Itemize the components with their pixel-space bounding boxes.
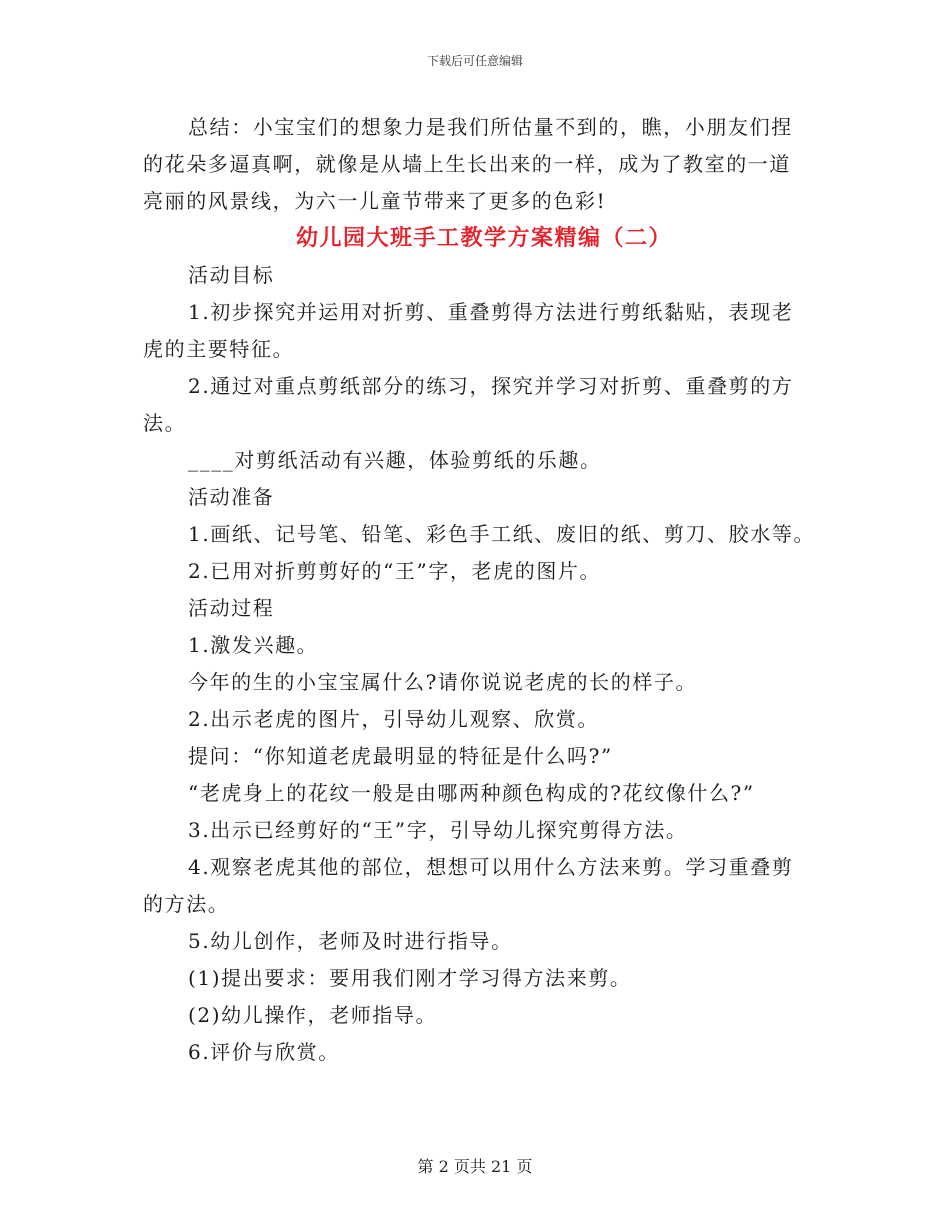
step-3: 3.出示已经剪好的“王”字，引导幼儿探究剪得方法。 <box>188 818 688 842</box>
goal-1-line-2: 虎的主要特征。 <box>143 337 295 361</box>
question-2: “老虎身上的花纹一般是由哪两种颜色构成的?花纹像什么?” <box>188 781 755 805</box>
step-1: 1.激发兴趣。 <box>188 633 319 657</box>
step-5-sub-2: (2)幼儿操作，老师指导。 <box>188 1003 438 1027</box>
process-heading: 活动过程 <box>188 596 275 620</box>
document-content <box>143 109 816 1071</box>
prep-heading: 活动准备 <box>188 485 275 509</box>
step-2: 2.出示老虎的图片，引导幼儿观察、欣赏。 <box>188 707 600 731</box>
summary-line-3: 亮丽的风景线，为六一儿童节带来了更多的色彩! <box>143 189 607 213</box>
goal-2-line-1: 2.通过对重点剪纸部分的练习，探究并学习对折剪、重叠剪的方 <box>188 374 794 398</box>
goals-heading: 活动目标 <box>188 263 275 287</box>
goal-1-line-1: 1.初步探究并运用对折剪、重叠剪得方法进行剪纸黏贴，表现老 <box>188 300 794 324</box>
step-4-line-2: 的方法。 <box>143 892 230 916</box>
goal-3: ____对剪纸活动有兴趣，体验剪纸的乐趣。 <box>188 448 602 472</box>
step-6: 6.评价与欣赏。 <box>188 1040 340 1064</box>
step-5-sub-1: (1)提出要求：要用我们刚才学习得方法来剪。 <box>188 966 632 990</box>
step-4-line-1: 4.观察老虎其他的部位，想想可以用什么方法来剪。学习重叠剪 <box>188 855 794 879</box>
summary-line-1: 总结：小宝宝们的想象力是我们所估量不到的，瞧，小朋友们捏 <box>188 115 793 139</box>
page-header: 下载后可任意编辑 <box>426 54 523 68</box>
prep-1: 1.画纸、记号笔、铅笔、彩色手工纸、废旧的纸、剪刀、胶水等。 <box>188 522 816 546</box>
page-footer: 第 2 页共 21 页 <box>417 1157 533 1176</box>
question-1: 提问：“你知道老虎最明显的特征是什么吗?” <box>188 744 613 768</box>
step-5: 5.幼儿创作，老师及时进行指导。 <box>188 929 513 953</box>
summary-line-2: 的花朵多逼真啊，就像是从墙上生长出来的一样，成为了教室的一道 <box>143 152 791 176</box>
section-title: 幼儿园大班手工教学方案精编（二） <box>295 226 672 251</box>
prep-2: 2.已用对折剪剪好的“王”字，老虎的图片。 <box>188 559 602 583</box>
step-1-text: 今年的生的小宝宝属什么?请你说说老虎的长的样子。 <box>188 670 698 694</box>
goal-2-line-2: 法。 <box>143 411 187 435</box>
